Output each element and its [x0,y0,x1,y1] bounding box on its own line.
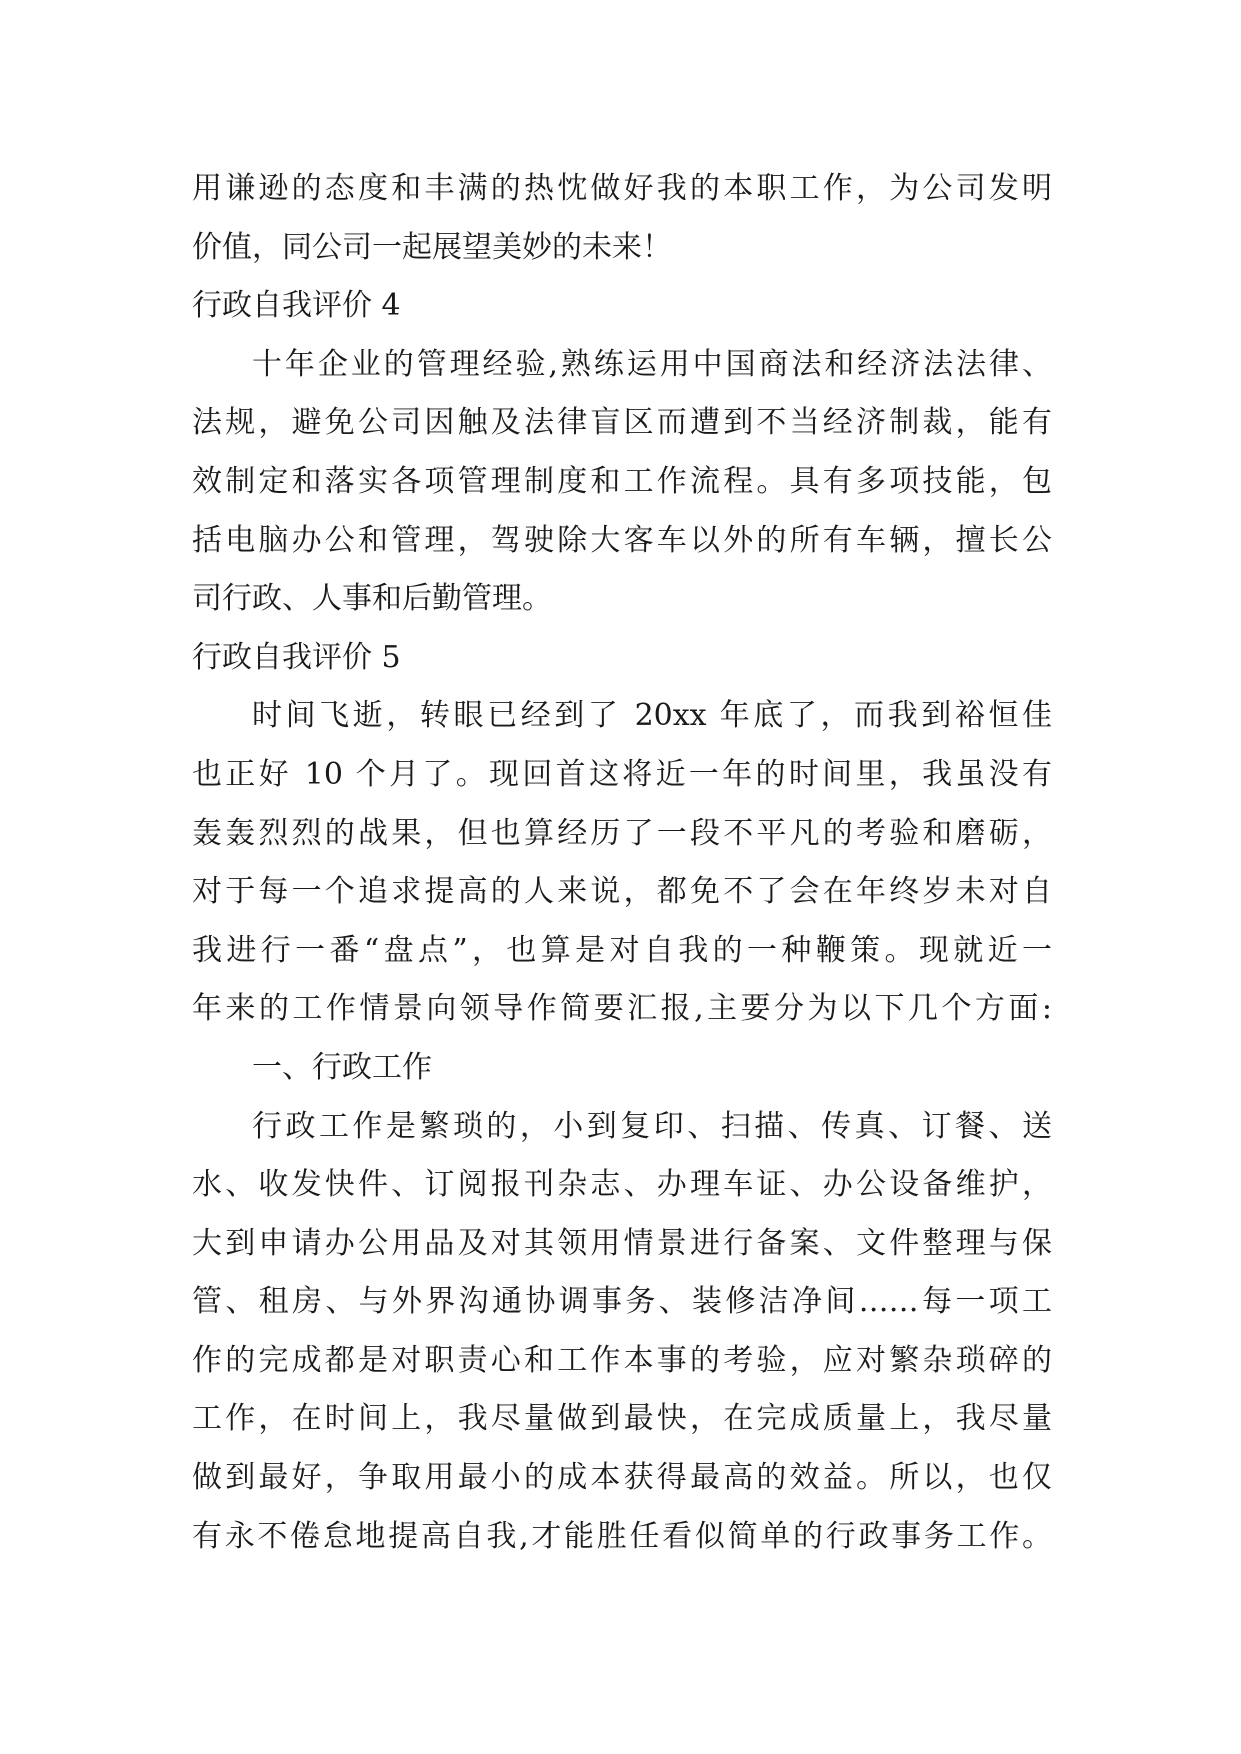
body-line: 做到最好，争取用最小的成本获得最高的效益。所以，也仅 [192,1460,1052,1496]
body-line: 工作，在时间上，我尽量做到最快，在完成质量上，我尽量 [192,1401,1052,1437]
section-heading: 行政自我评价 5 [192,639,401,675]
body-line: 十年企业的管理经验,熟练运用中国商法和经济法法律、 [252,346,1052,382]
body-line: 对于每一个追求提高的人来说，都免不了会在年终岁未对自 [192,874,1052,910]
body-line: 也正好 10 个月了。现回首这将近一年的时间里，我虽没有 [192,756,1052,792]
body-line: 行政工作是繁琐的，小到复印、扫描、传真、订餐、送 [252,1108,1052,1144]
body-line: 括电脑办公和管理，驾驶除大客车以外的所有车辆，擅长公 [192,522,1052,558]
body-line: 时间飞逝，转眼已经到了 20xx 年底了，而我到裕恒佳 [252,698,1052,734]
body-line: 有永不倦怠地提高自我,才能胜任看似简单的行政事务工作。 [192,1518,1052,1554]
section-heading: 行政自我评价 4 [192,288,401,324]
body-line: 大到申请办公用品及对其领用情景进行备案、文件整理与保 [192,1225,1052,1261]
body-line: 轰轰烈烈的战果，但也算经历了一段不平凡的考验和磨砺， [192,815,1052,851]
body-line: 年来的工作情景向领导作简要汇报,主要分为以下几个方面: [192,991,1052,1027]
body-line: 效制定和落实各项管理制度和工作流程。具有多项技能，包 [192,463,1052,499]
body-line: 水、收发快件、订阅报刊杂志、办理车证、办公设备维护， [192,1167,1052,1203]
body-line: 管、租房、与外界沟通协调事务、装修洁净间……每一项工 [192,1284,1052,1320]
document-body [192,160,1052,1566]
body-line: 我进行一番“盘点”，也算是对自我的一种鞭策。现就近一 [192,932,1052,968]
body-line: 作的完成都是对职责心和工作本事的考验，应对繁杂琐碎的 [192,1342,1052,1378]
body-line: 司行政、人事和后勤管理。 [192,581,552,617]
subsection-heading: 一、行政工作 [252,1049,432,1085]
body-line: 法规，避免公司因触及法律盲区而遭到不当经济制裁，能有 [192,405,1052,441]
body-line: 价值，同公司一起展望美妙的未来！ [192,229,672,265]
body-line: 用谦逊的态度和丰满的热忱做好我的本职工作，为公司发明 [192,171,1052,206]
